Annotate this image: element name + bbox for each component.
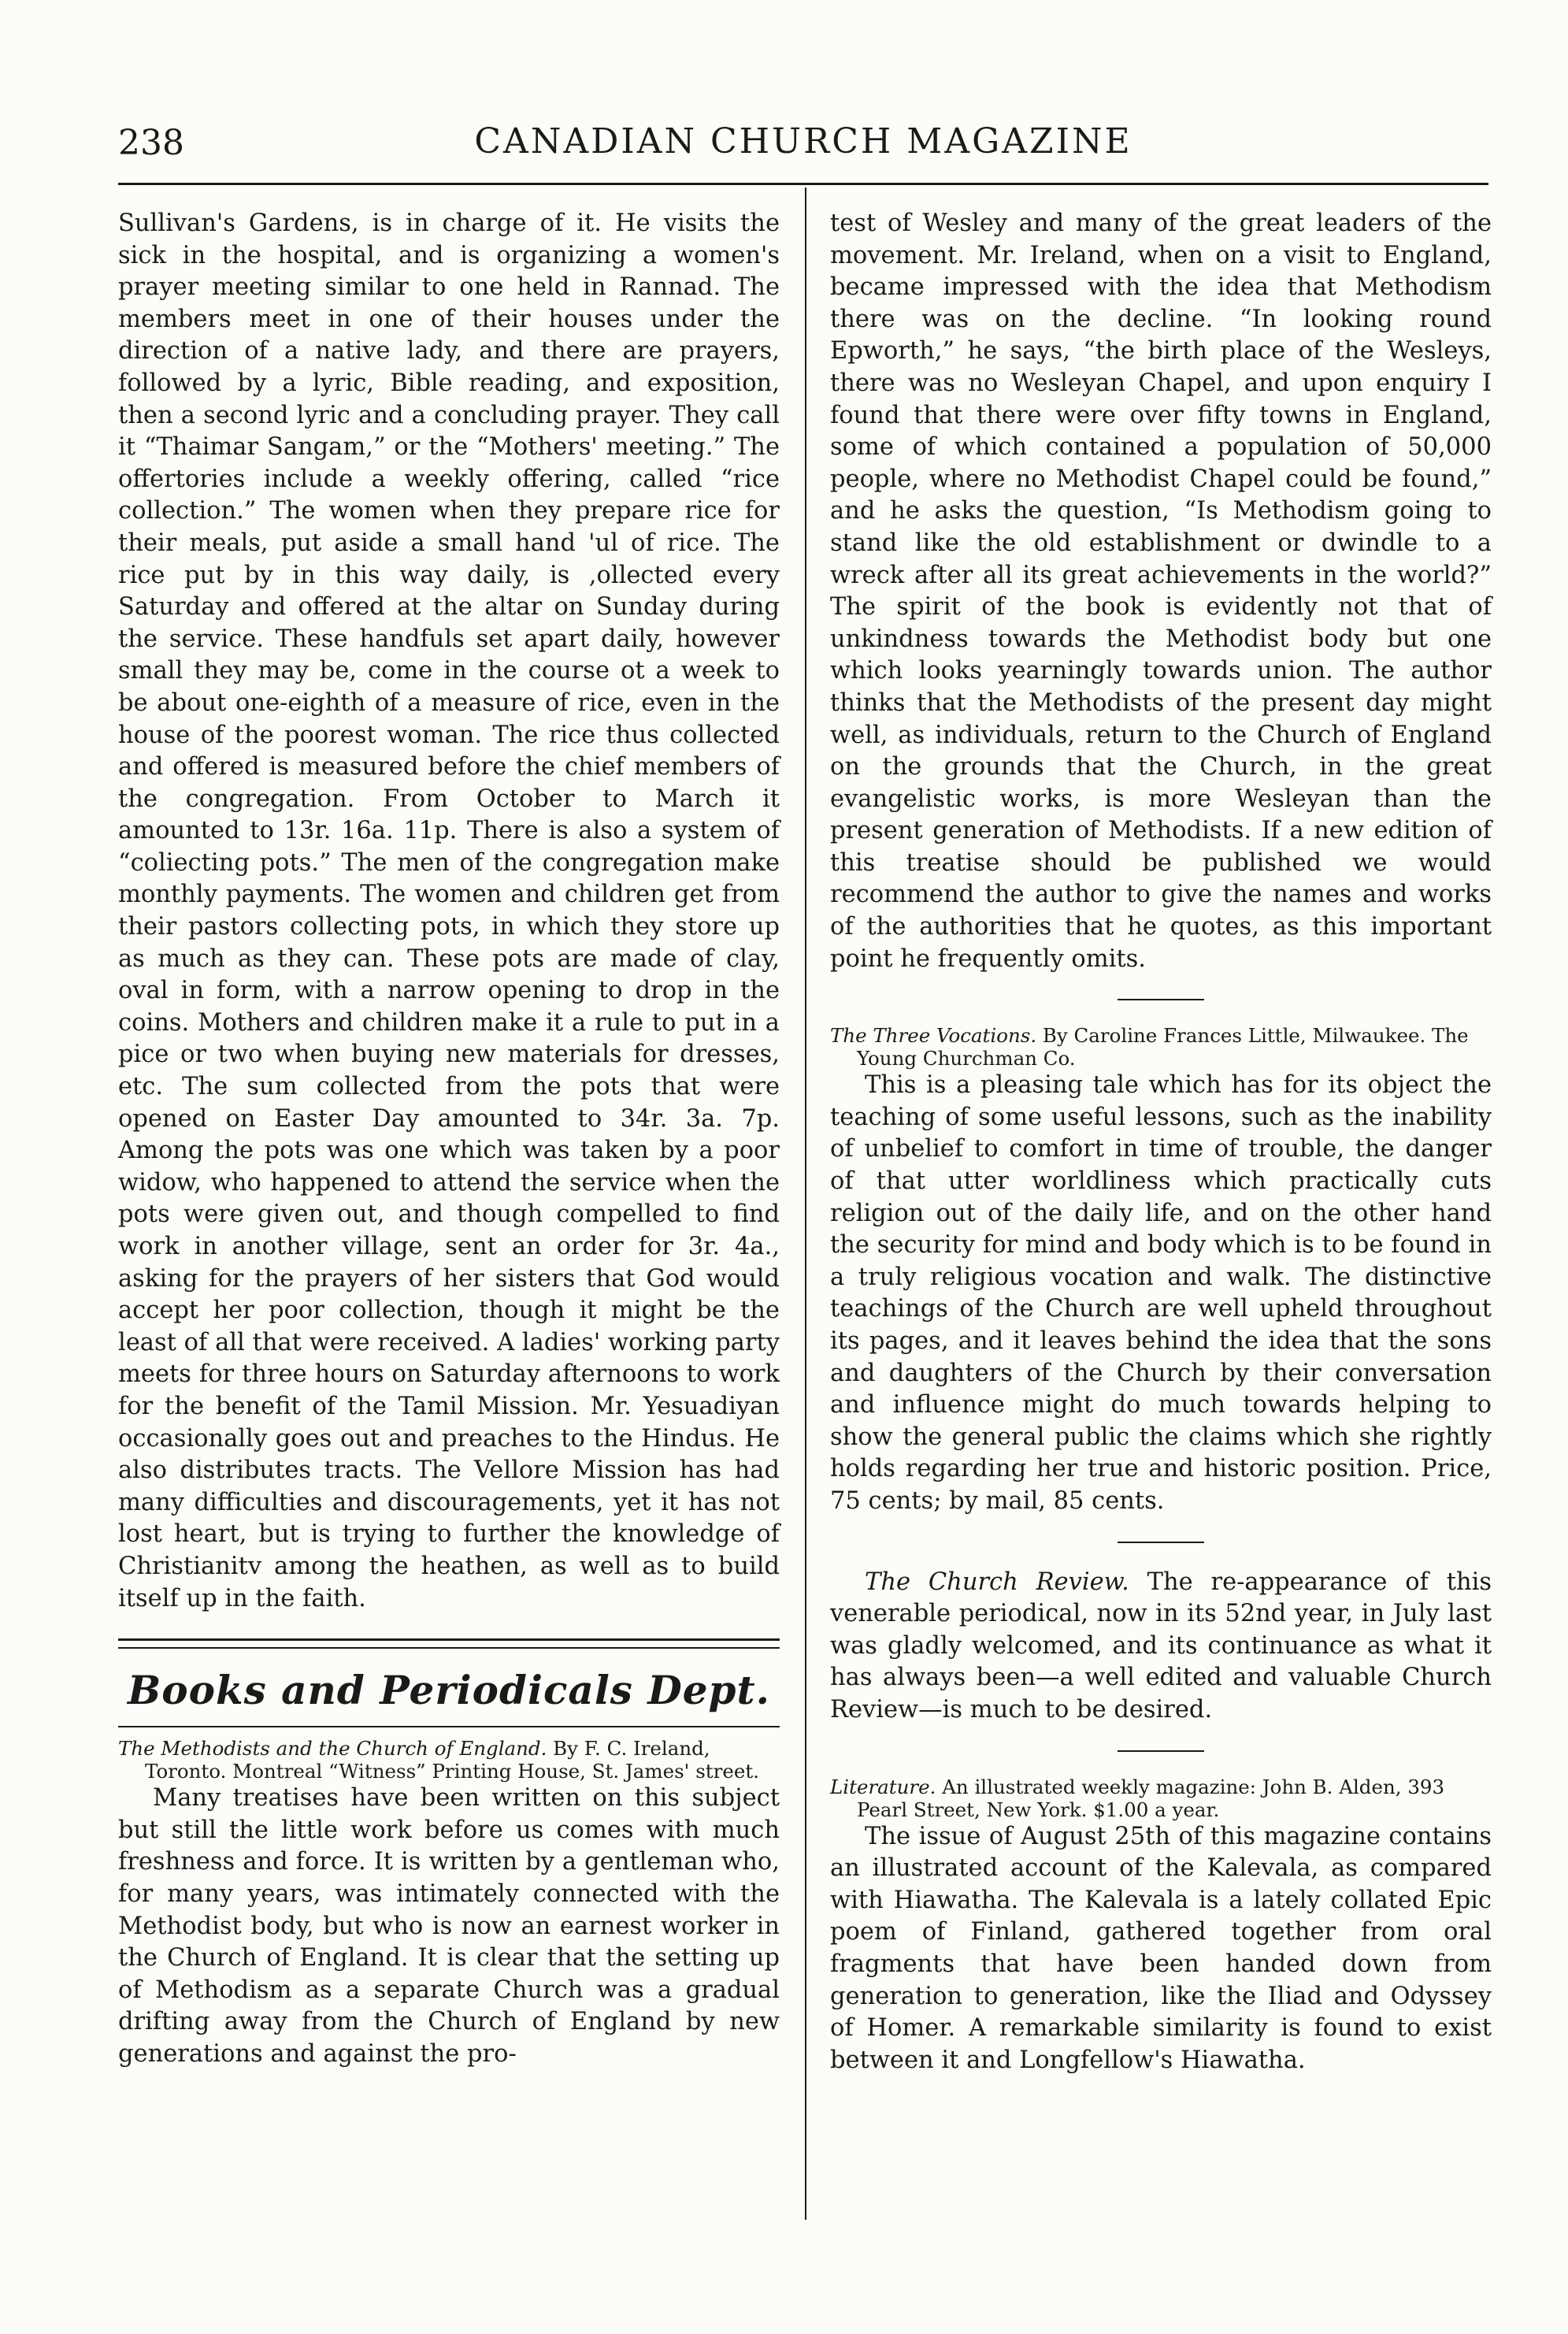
right-column bbox=[830, 208, 1492, 2076]
book-citation bbox=[830, 1024, 1492, 1070]
review-paragraph: Many treatises have been written on this subject but still the little work before us comes with much freshness and force. It is written by a gentleman who, for many years, was intimately connected with the Methodist body, but who is now an earnest worker in the Church of England. It is clear that the setting up of Methodism as a separate Church was a gradual drifting away from the Church of England by new generations and against the pro- bbox=[118, 1784, 780, 2068]
periodical-review-paragraph bbox=[830, 1567, 1492, 1727]
review-continuation-paragraph: test of Wesley and many of the great leaders of the movement. Mr. Ireland, when on a visit to England, became impressed with the idea that Methodism there was on the decline. “In looking round Epworth,” he says, “the birth place of the Wesleys, there was no Wesleyan Chapel, and upon enquiry I found that there were over fifty towns in England, some of which contained a population of 50,000 people, where no Methodist Chapel could be found,” and he asks the question, “Is Methodism going to stand like the old establishment or dwindle to a wreck after all its great achievements in the world?” The spirit of the book is evidently not that of unkindness towards the Methodist body but one which looks yearningly towards union. The author thinks that the Methodists of the present day might well, as individuals, return to the Church of England on the grounds that the Church, in the great evangelistic works, is more Wesleyan than the present generation of Methodists. If a new edition of this treatise should be published we would recommend the author to give the names and works of the authorities that he quotes, as this important point he frequently omits. bbox=[830, 210, 1492, 973]
page-number: 238 bbox=[118, 123, 184, 163]
periodical-citation bbox=[830, 1776, 1492, 1821]
header-rule bbox=[118, 183, 1488, 185]
page-header bbox=[118, 118, 1488, 181]
section-heading: Books and Periodicals Dept. bbox=[127, 1667, 770, 1714]
periodical-text: The re-appearance of this venerable periodical, now in its 52nd year, in July last was gladly welcomed, and its continuance as what it has always been—a well edited and valuable Church Review—is much to be desired. bbox=[830, 1568, 1492, 1724]
separator-rule bbox=[1118, 1542, 1204, 1543]
mission-report-paragraph: Sullivan's Gardens, is in charge of it. He visits the sick in the hospital, and is organizing a women's prayer meeting similar to one held in Rannad. The members meet in one of their houses under the direction of a native lady, and there are prayers, followed by a lyric, Bible reading, and exposition, then a second lyric and a concluding prayer. They call it “Thaimar Sangam,” or the “Mothers' meeting.” The offertories include a weekly offering, called “rice collection.” The women when they prepare rice for their meals, put aside a small hand 'ul of rice. The rice put by in this way daily, is ,ollected every Saturday and offered at the altar on Sunday during the service. These handfuls set apart daily, however small they may be, come in the course ot a week to be about one-eighth of a measure of rice, even in the house of the poorest woman. The rice thus collected and offered is measured before the chief members of the congregation. From October to March it amounted to 13r. 16a. 11p. There is also a system of “coliecting pots.” The men of the congregation make monthly payments. The women and children get from their pastors collecting pots, in which they store up as much as they can. These pots are made of clay, oval in form, with a narrow opening to drop in the coins. Mothers and children make it a rule to put in a pice or two when buying new materials for dresses, etc. The sum collected from the pots that were opened on Easter Day amounted to 34r. 3a. 7p. Among the pots was one which was taken by a poor widow, who happened to attend the service when the pots were given out, and though compelled to find work in another village, sent an order for 3r. 4a., asking for the prayers of her sisters that God would accept her poor collection, though it might be the least of all that were received. A ladies' working party meets for three hours on Saturday afternoons to work for the benefit of the Tamil Mission. Mr. Yesuadiyan occasionally goes out and preaches to the Hindus. He also distributes tracts. The Vellore Mission has had many difficulties and discouragements, yet it has not lost heart, but is trying to further the knowledge of Christianitv among the heathen, as well as to build itself up in the faith. bbox=[118, 210, 780, 1612]
section-double-rule bbox=[118, 1638, 780, 1649]
book-title: The Three Vocations. bbox=[830, 1024, 1037, 1048]
left-column bbox=[118, 208, 780, 2070]
review-paragraph: This is a pleasing tale which has for its object the teaching of some useful lessons, such as the inability of unbelief to comfort in time of trouble, the danger of that utter worldliness which practically cuts religion out of the daily life, and on the other hand the security for mind and body which is to be found in a truly religious vocation and walk. The distinctive teachings of the Church are well upheld throughout its pages, and it leaves behind the idea that the sons and daughters of the Church by their conversation and influence might do much towards helping to show the general public the claims which she rightly holds regarding her true and historic position. Price, 75 cents; by mail, 85 cents. bbox=[830, 1071, 1492, 1515]
periodical-title: The Church Review. bbox=[865, 1568, 1129, 1596]
book-title: The Methodists and the Church of England. bbox=[118, 1737, 547, 1761]
periodical-title: Literature. bbox=[830, 1775, 936, 1798]
periodical-details: An illustrated weekly magazine: John B. Alden, 393 Pearl Street, New York. $1.00 a year. bbox=[857, 1775, 1445, 1821]
separator-rule bbox=[1118, 999, 1204, 1000]
section-rule bbox=[118, 1726, 780, 1727]
book-citation bbox=[118, 1737, 780, 1783]
running-title: CANADIAN CHURCH MAGAZINE bbox=[474, 121, 1132, 161]
column-divider bbox=[805, 187, 806, 2220]
book-details: By F. C. Ireland, Toronto. Montreal “Witness” Printing House, St. James' street. bbox=[145, 1737, 759, 1783]
book-details: By Caroline Frances Little, Milwaukee. The Young Churchman Co. bbox=[857, 1024, 1469, 1071]
review-paragraph: The issue of August 25th of this magazine contains an illustrated account of the Kalevala, as compared with Hiawatha. The Kalevala is a lately collated Epic poem of Finland, gathered together from oral fragments that have been handed down from generation to generation, like the Iliad and Odyssey of Homer. A remarkable similarity is found to exist between it and Longfellow's Hiawatha. bbox=[830, 1822, 1492, 2074]
separator-rule bbox=[1118, 1750, 1204, 1752]
